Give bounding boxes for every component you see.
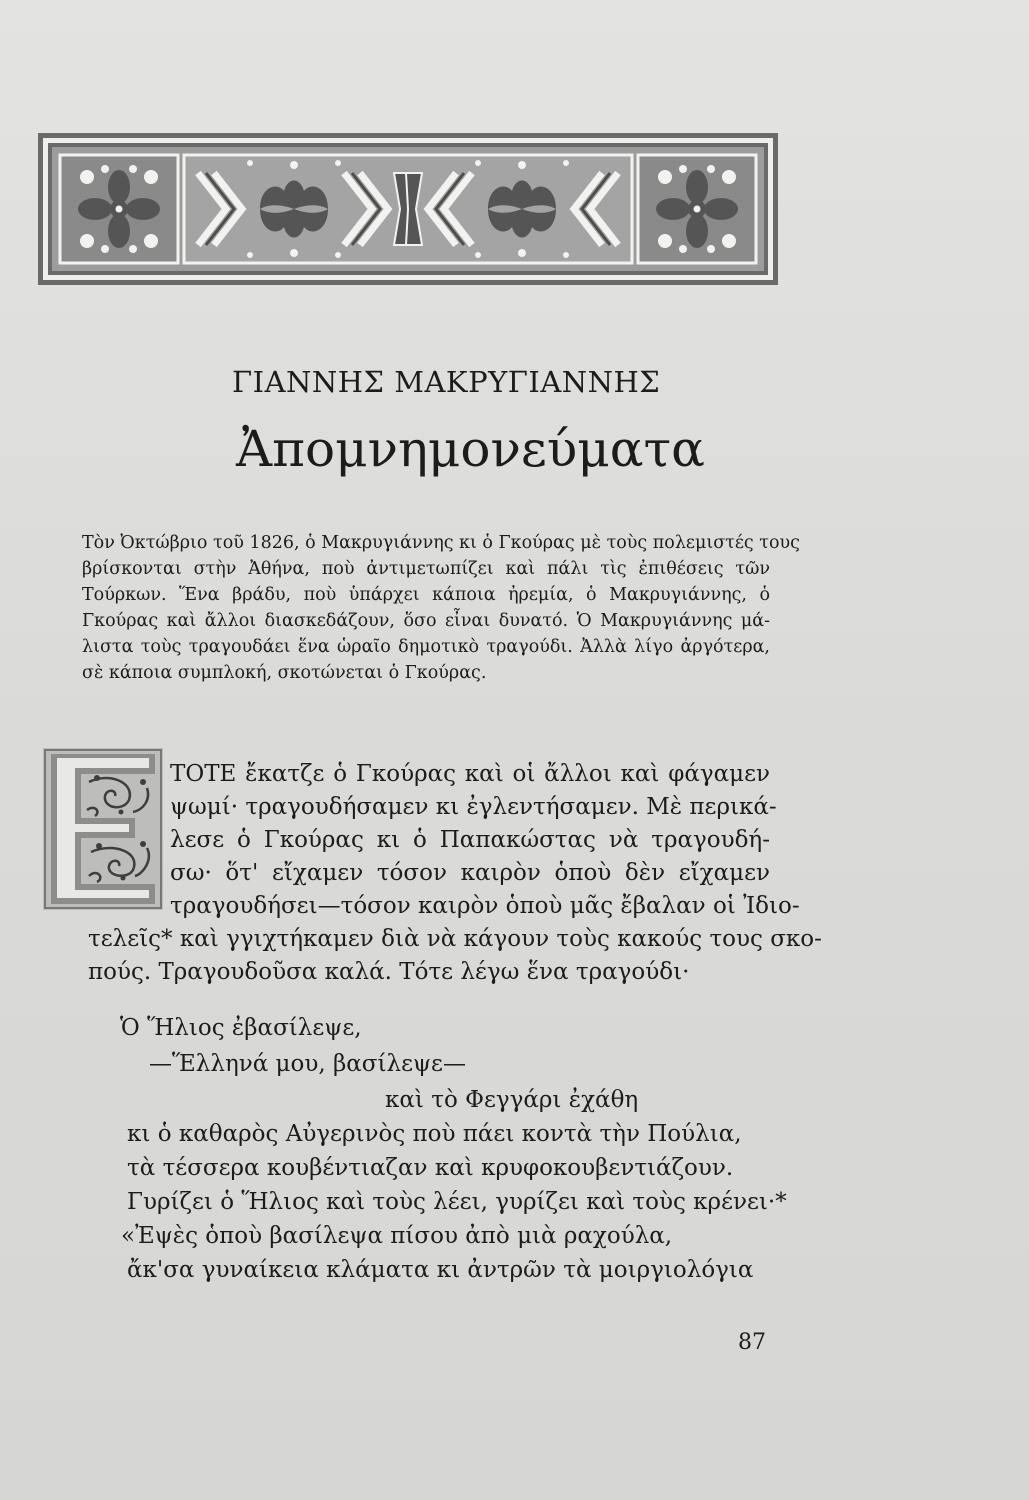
intro-line: Τούρκων. Ἕνα βράδυ, ποὺ ὑπάρχει κάποια ἠρεμία, ὁ Μακρυγιάννης, ὁ: [82, 585, 770, 605]
poem-line: κι ὁ καθαρὸς Αὐγερινὸς ποὺ πάει κοντὰ τὴν Πούλια,: [127, 1121, 742, 1147]
body-paragraph-beside-initial: [170, 758, 800, 923]
intro-paragraph: [82, 530, 800, 686]
poem-line: καὶ τὸ Φεγγάρι ἐχάθη: [385, 1087, 639, 1113]
flower-panel-right-icon: [638, 155, 756, 263]
illuminated-initial-icon: [43, 748, 163, 910]
page-number: 87: [738, 1330, 766, 1355]
body-line: τελεῖς* καὶ γγιχτήκαμεν διὰ νὰ κάγουν τοὺς κακούς τους σκο-: [88, 926, 822, 952]
tulip-frieze-icon: [184, 155, 632, 263]
poem-line: τὰ τέσσερα κουβέντιαζαν καὶ κρυφοκουβεντιάζουν.: [127, 1155, 734, 1181]
flower-panel-left-icon: [60, 155, 178, 263]
intro-line: λιστα τοὺς τραγουδάει ἕνα ὡραῖο δημοτικὸ τραγούδι. Ἀλλὰ λίγο ἀργότερα,: [82, 637, 770, 657]
intro-line: Γκούρας καὶ ἄλλοι διασκεδάζουν, ὅσο εἶναι δυνατό. Ὁ Μακρυγιάννης μά-: [82, 611, 770, 631]
poem-line: «Ἐψὲς ὁποὺ βασίλεψα πίσου ἀπὸ μιὰ ραχούλα,: [121, 1223, 673, 1249]
poem-line: ἄκ'σα γυναίκεια κλάματα κι ἀντρῶν τὰ μοιργιολόγια: [127, 1257, 754, 1283]
chapter-title: Ἀπομνημονεύματα: [236, 420, 705, 478]
body-paragraph-continued: [88, 923, 822, 989]
body-line: λεσε ὁ Γκούρας κι ὁ Παπακώστας νὰ τραγουδή-: [170, 827, 770, 853]
body-line: πούς. Τραγουδοῦσα καλά. Τότε λέγω ἕνα τραγούδι·: [88, 959, 690, 985]
body-line: ΤΟΤΕ ἔκατζε ὁ Γκούρας καὶ οἱ ἄλλοι καὶ φάγαμεν: [170, 761, 770, 787]
intro-line: Τὸν Ὀκτώβριο τοῦ 1826, ὁ Μακρυγιάννης κι ὁ Γκούρας μὲ τοὺς πολεμιστές τους: [82, 533, 800, 553]
poem-line: Γυρίζει ὁ Ἥλιος καὶ τοὺς λέει, γυρίζει καὶ τοὺς κρένει·*: [127, 1189, 787, 1215]
body-line: σω· ὅτ' εἴχαμεν τόσον καιρὸν ὁποὺ δὲν εἴχαμεν: [170, 860, 770, 886]
poem-line: Ὁ Ἥλιος ἐβασίλεψε,: [120, 1015, 362, 1041]
poem-line: —Ἕλληνά μου, βασίλεψε—: [149, 1051, 466, 1077]
ornamental-header-band: [38, 133, 778, 285]
intro-line: σὲ κάποια συμπλοκή, σκοτώνεται ὁ Γκούρας.: [82, 663, 487, 683]
author-name: ΓΙΑΝΝΗΣ ΜΑΚΡΥΓΙΑΝΝΗΣ: [232, 365, 661, 399]
body-line: ψωμί· τραγουδήσαμεν κι ἐγλεντήσαμεν. Μὲ περικά-: [170, 794, 777, 820]
body-line: τραγουδήσει—τόσον καιρὸν ὁποὺ μᾶς ἔβαλαν οἱ Ἰδιο-: [170, 893, 800, 919]
intro-line: βρίσκονται στὴν Ἀθήνα, ποὺ ἀντιμετωπίζει καὶ πάλι τὶς ἐπιθέσεις τῶν: [82, 559, 770, 579]
